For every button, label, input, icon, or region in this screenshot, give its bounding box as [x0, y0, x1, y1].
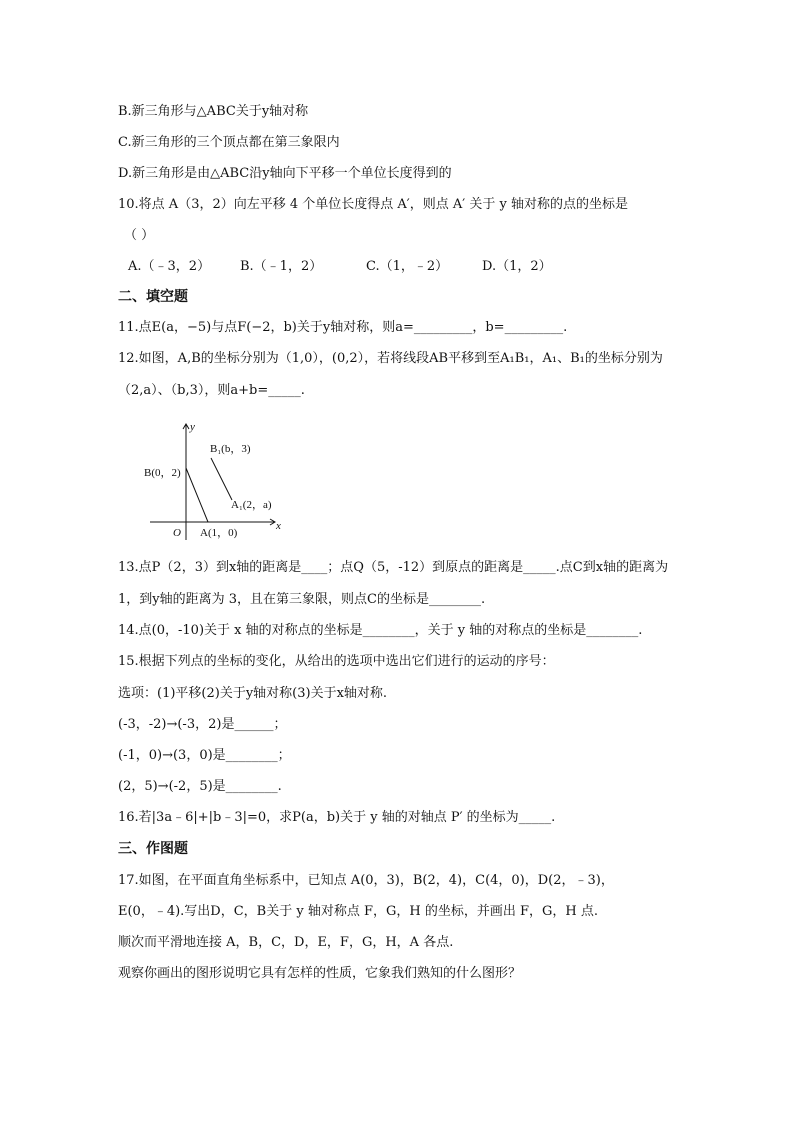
origin-label: O [173, 527, 181, 539]
q10-option-b: B.（﹣1，2） [240, 259, 323, 274]
question-12-line-2: （2,a）、（b,3），则a+b=_____. [118, 383, 305, 398]
question-17-line-2: E(0，﹣4).写出D，C，B关于 y 轴对称点 F，G，H 的坐标，并画出 F，G，H 点. [118, 904, 598, 919]
segment-ab [186, 468, 208, 522]
question-13-line-2: 1，到y轴的距离为 3，且在第三象限，则点C的坐标是________. [118, 592, 486, 607]
question-15: 15.根据下列点的坐标的变化，从给出的选项中选出它们进行的运动的序号： [118, 654, 555, 669]
point-a-label: A(1，0) [200, 527, 238, 539]
choice-c: C.新三角形的三个顶点都在第三象限内 [118, 135, 340, 150]
point-a1-label: A₁(2，a) [231, 499, 272, 511]
question-13-line-1: 13.点P（2，3）到x轴的距离是____；点Q（5，-12）到原点的距离是_____.点C到x轴的距离为 [118, 560, 669, 575]
question-17-line-1: 17.如图，在平面直角坐标系中，已知点 A(0，3)，B(2，4)，C(4，0)，D(2，﹣3)， [118, 873, 614, 888]
question-10-answer-paren: （ ） [124, 228, 155, 243]
question-17-line-4: 观察你画出的图形说明它具有怎样的性质，它象我们熟知的什么图形？ [118, 966, 522, 981]
point-b1-label: B₁(b，3) [210, 443, 251, 455]
section-heading-fill-in: 二、填空题 [118, 289, 188, 305]
question-12-line-1: 12.如图，A,B的坐标分别为（1,0），(0,2），若将线段AB平移到至A₁B₁，A₁、B₁的坐标分别为 [118, 351, 663, 366]
choice-b: B.新三角形与△ABC关于y轴对称 [118, 104, 309, 119]
question-10: 10.将点 A（3，2）向左平移 4 个单位长度得点 A′，则点 A′ 关于 y 轴对称的点的坐标是 [118, 197, 628, 212]
question-16: 16.若|3a﹣6|+|b﹣3|=0，求P(a，b)关于 y 轴的对轴点 P′ 的坐标为_____. [118, 810, 556, 825]
section-heading-drawing: 三、作图题 [118, 841, 188, 857]
y-axis-label: y [190, 421, 195, 433]
question-15-item-2: (-1，0)→(3，0)是________； [118, 748, 291, 763]
question-15-options: 选项：(1)平移(2)关于y轴对称(3)关于x轴对称. [118, 686, 388, 701]
choice-d: D.新三角形是由△ABC沿y轴向下平移一个单位长度得到的 [118, 166, 452, 181]
question-17-line-3: 顺次而平滑地连接 A，B，C，D，E，F，G，H，A 各点. [118, 935, 454, 950]
q10-option-d: D.（1，2） [482, 259, 552, 274]
x-axis-label: x [276, 520, 281, 532]
q10-option-a: A.（﹣3，2） [128, 259, 211, 274]
q10-option-c: C.（1，﹣2） [366, 259, 449, 274]
question-15-item-1: (-3，-2)→(-3，2)是______； [118, 717, 287, 732]
question-11: 11.点E(a，−5)与点F(−2，b)关于y轴对称，则a=_________，b=_________. [118, 320, 568, 335]
segment-a1b1 [211, 458, 232, 500]
question-15-item-3: (2，5)→(-2，5)是________. [118, 779, 282, 794]
coordinate-figure [140, 418, 290, 544]
question-14: 14.点(0，-10)关于 x 轴的对称点的坐标是________，关于 y 轴的对称点的坐标是________. [118, 623, 643, 638]
point-b-label: B(0，2) [144, 467, 181, 479]
